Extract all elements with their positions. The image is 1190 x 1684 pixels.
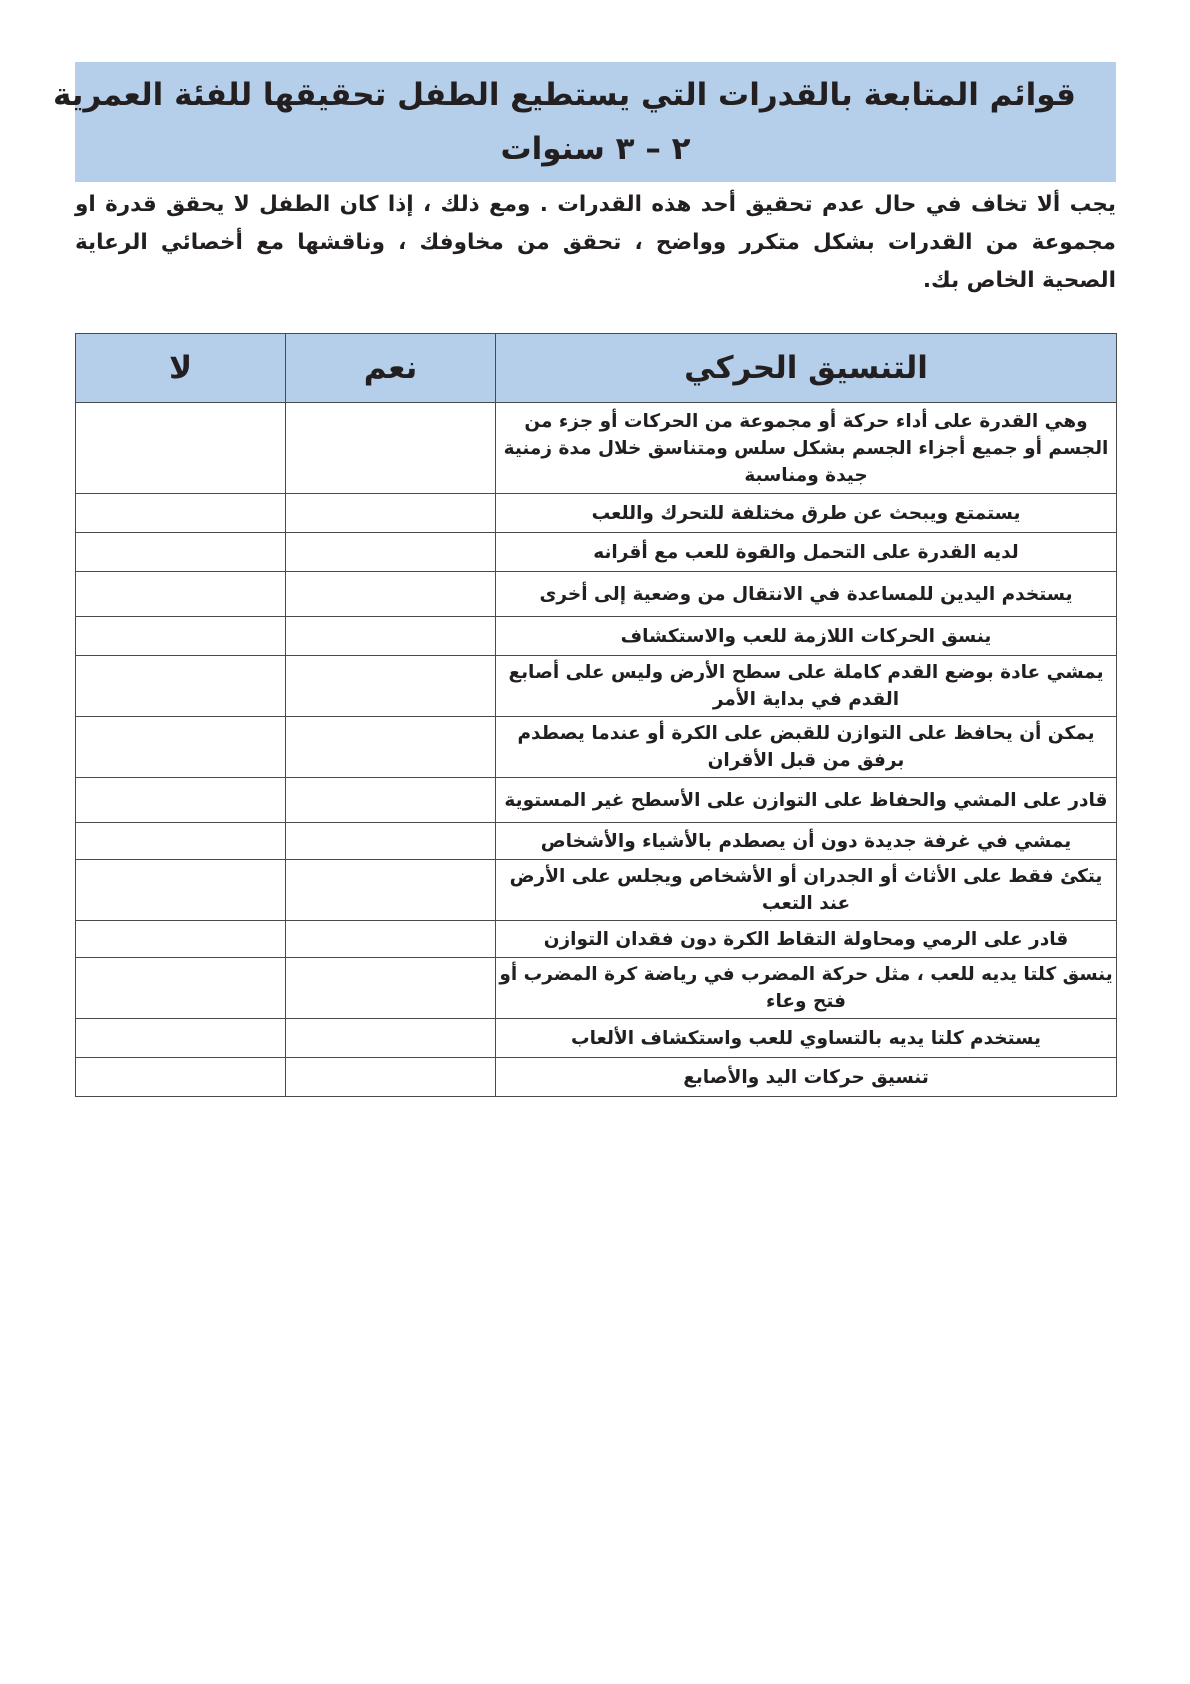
- yes-cell[interactable]: [286, 494, 496, 533]
- table-row: [76, 494, 1117, 533]
- no-column-header: لا: [76, 334, 286, 403]
- intro-line: مجموعة من القدرات بشكل متكرر وواضح ، تحقق من مخاوفك ، وناقشها مع أخصائي الرعاية: [75, 230, 1116, 255]
- yes-cell[interactable]: [286, 958, 496, 1019]
- yes-column-header: نعم: [286, 334, 496, 403]
- skill-description: يمشي عادة بوضع القدم كاملة على سطح الأرض وليس على أصابع القدم في بداية الأمر: [496, 656, 1117, 717]
- no-cell[interactable]: [76, 533, 286, 572]
- table-row: [76, 1058, 1117, 1097]
- skill-description: لديه القدرة على التحمل والقوة للعب مع أقرانه: [496, 533, 1117, 572]
- table-row: [76, 778, 1117, 823]
- table-row: [76, 656, 1117, 717]
- no-cell[interactable]: [76, 717, 286, 778]
- intro-line: يجب ألا تخاف في حال عدم تحقيق أحد هذه القدرات . ومع ذلك ، إذا كان الطفل لا يحقق قدرة او: [75, 192, 1116, 217]
- no-cell[interactable]: [76, 1058, 286, 1097]
- no-cell[interactable]: [76, 494, 286, 533]
- table-header-row: [76, 334, 1117, 403]
- skill-description: يمشي في غرفة جديدة دون أن يصطدم بالأشياء والأشخاص: [496, 823, 1117, 860]
- skill-description: يستمتع ويبحث عن طرق مختلفة للتحرك واللعب: [496, 494, 1117, 533]
- no-cell[interactable]: [76, 958, 286, 1019]
- no-cell[interactable]: [76, 617, 286, 656]
- no-cell[interactable]: [76, 921, 286, 958]
- no-cell[interactable]: [76, 1019, 286, 1058]
- no-cell[interactable]: [76, 403, 286, 494]
- no-cell[interactable]: [76, 778, 286, 823]
- table-row: [76, 617, 1117, 656]
- skill-description: وهي القدرة على أداء حركة أو مجموعة من الحركات أو جزء من الجسم أو جميع أجزاء الجسم بشكل سلس ومتناسق خلال مدة زمنية جيدة ومناسبة: [496, 403, 1117, 494]
- yes-cell[interactable]: [286, 617, 496, 656]
- skill-column-header: التنسيق الحركي: [496, 334, 1117, 403]
- skill-description: ينسق الحركات اللازمة للعب والاستكشاف: [496, 617, 1117, 656]
- motor-coordination-checklist: [75, 333, 1117, 1097]
- age-range-subtitle: ٢ – ٣ سنوات: [500, 131, 691, 167]
- no-cell[interactable]: [76, 656, 286, 717]
- yes-cell[interactable]: [286, 403, 496, 494]
- table-row: [76, 717, 1117, 778]
- skill-description: يستخدم كلتا يديه بالتساوي للعب واستكشاف الألعاب: [496, 1019, 1117, 1058]
- yes-cell[interactable]: [286, 656, 496, 717]
- intro-line: الصحية الخاص بك.: [922, 268, 1116, 293]
- yes-cell[interactable]: [286, 823, 496, 860]
- skill-description: يمكن أن يحافظ على التوازن للقبض على الكرة أو عندما يصطدم برفق من قبل الأقران: [496, 717, 1117, 778]
- table-row: [76, 403, 1117, 494]
- yes-cell[interactable]: [286, 533, 496, 572]
- skill-description: ينسق كلتا يديه للعب ، مثل حركة المضرب في رياضة كرة المضرب أو فتح وعاء: [496, 958, 1117, 1019]
- yes-cell[interactable]: [286, 717, 496, 778]
- title-banner: [53, 62, 1116, 182]
- yes-cell[interactable]: [286, 860, 496, 921]
- skill-description: يستخدم اليدين للمساعدة في الانتقال من وضعية إلى أخرى: [496, 572, 1117, 617]
- yes-cell[interactable]: [286, 921, 496, 958]
- skill-description: يتكئ فقط على الأثاث أو الجدران أو الأشخاص ويجلس على الأرض عند التعب: [496, 860, 1117, 921]
- yes-cell[interactable]: [286, 1019, 496, 1058]
- table-row: [76, 1019, 1117, 1058]
- page-title: قوائم المتابعة بالقدرات التي يستطيع الطفل تحقيقها للفئة العمرية: [53, 77, 1076, 113]
- yes-cell[interactable]: [286, 572, 496, 617]
- no-cell[interactable]: [76, 860, 286, 921]
- table-row: [76, 921, 1117, 958]
- no-cell[interactable]: [76, 823, 286, 860]
- table-row: [76, 958, 1117, 1019]
- table-row: [76, 823, 1117, 860]
- yes-cell[interactable]: [286, 1058, 496, 1097]
- skill-description: قادر على الرمي ومحاولة التقاط الكرة دون فقدان التوازن: [496, 921, 1117, 958]
- table-row: [76, 860, 1117, 921]
- skill-description: قادر على المشي والحفاظ على التوازن على الأسطح غير المستوية: [496, 778, 1117, 823]
- table-row: [76, 533, 1117, 572]
- yes-cell[interactable]: [286, 778, 496, 823]
- table-row: [76, 572, 1117, 617]
- skill-description: تنسيق حركات اليد والأصابع: [496, 1058, 1117, 1097]
- intro-paragraph: [75, 186, 1116, 300]
- no-cell[interactable]: [76, 572, 286, 617]
